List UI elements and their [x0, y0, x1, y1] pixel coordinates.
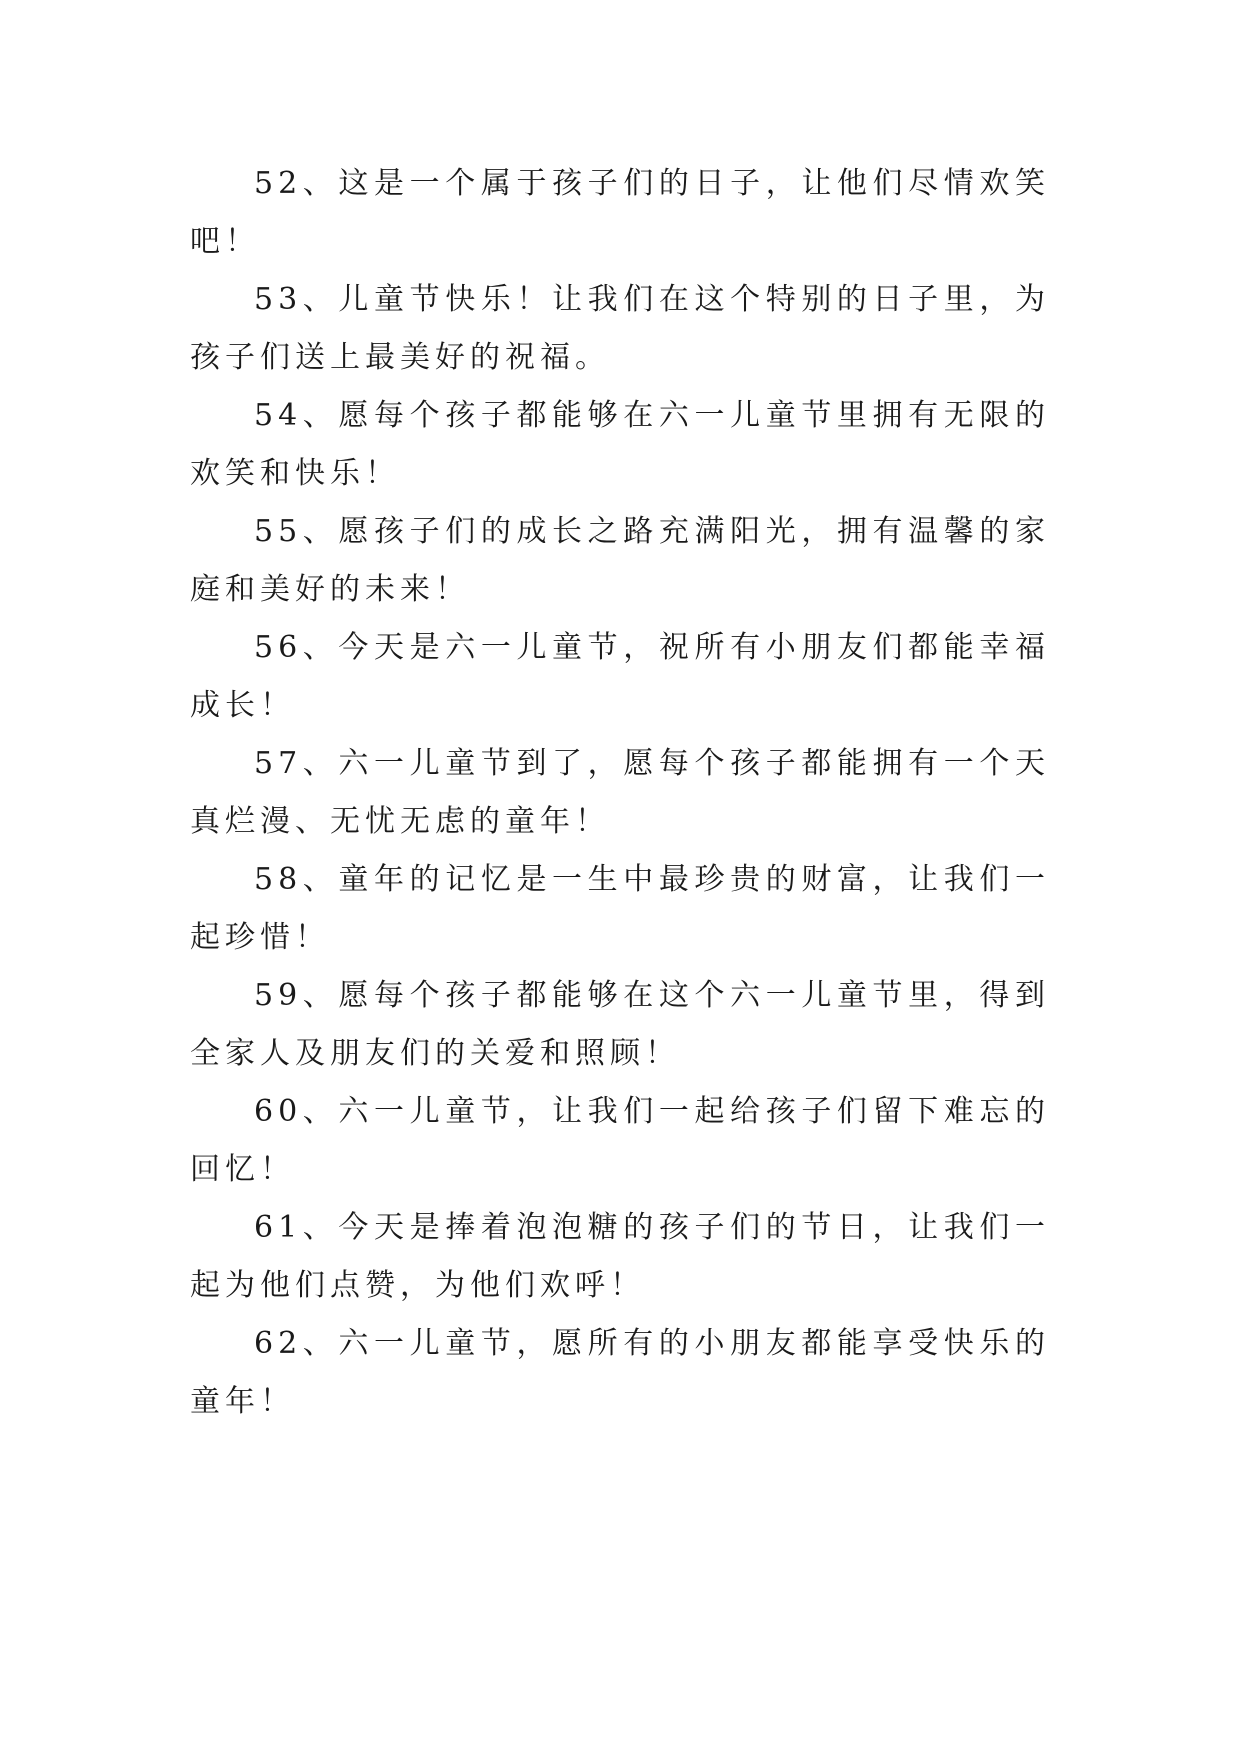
paragraph-58: 58、童年的记忆是一生中最珍贵的财富，让我们一起珍惜！: [190, 862, 1050, 955]
paragraph-55: 55、愿孩子们的成长之路充满阳光，拥有温馨的家庭和美好的未来！: [190, 514, 1050, 607]
paragraph-57: 57、六一儿童节到了，愿每个孩子都能拥有一个天真烂漫、无忧无虑的童年！: [190, 746, 1050, 839]
paragraph-54: 54、愿每个孩子都能够在六一儿童节里拥有无限的欢笑和快乐！: [190, 398, 1050, 491]
paragraph-52: 52、这是一个属于孩子们的日子，让他们尽情欢笑吧！: [190, 166, 1050, 259]
paragraph-61: 61、今天是捧着泡泡糖的孩子们的节日，让我们一起为他们点赞，为他们欢呼！: [190, 1210, 1050, 1303]
paragraph-56: 56、今天是六一儿童节，祝所有小朋友们都能幸福成长！: [190, 630, 1050, 723]
paragraph-62: 62、六一儿童节，愿所有的小朋友都能享受快乐的童年！: [190, 1326, 1050, 1419]
paragraph-60: 60、六一儿童节，让我们一起给孩子们留下难忘的回忆！: [190, 1094, 1050, 1187]
paragraph-53: 53、儿童节快乐！让我们在这个特别的日子里，为孩子们送上最美好的祝福。: [190, 282, 1050, 375]
document-body: [190, 155, 1050, 1431]
paragraph-59: 59、愿每个孩子都能够在这个六一儿童节里，得到全家人及朋友们的关爱和照顾！: [190, 978, 1050, 1071]
